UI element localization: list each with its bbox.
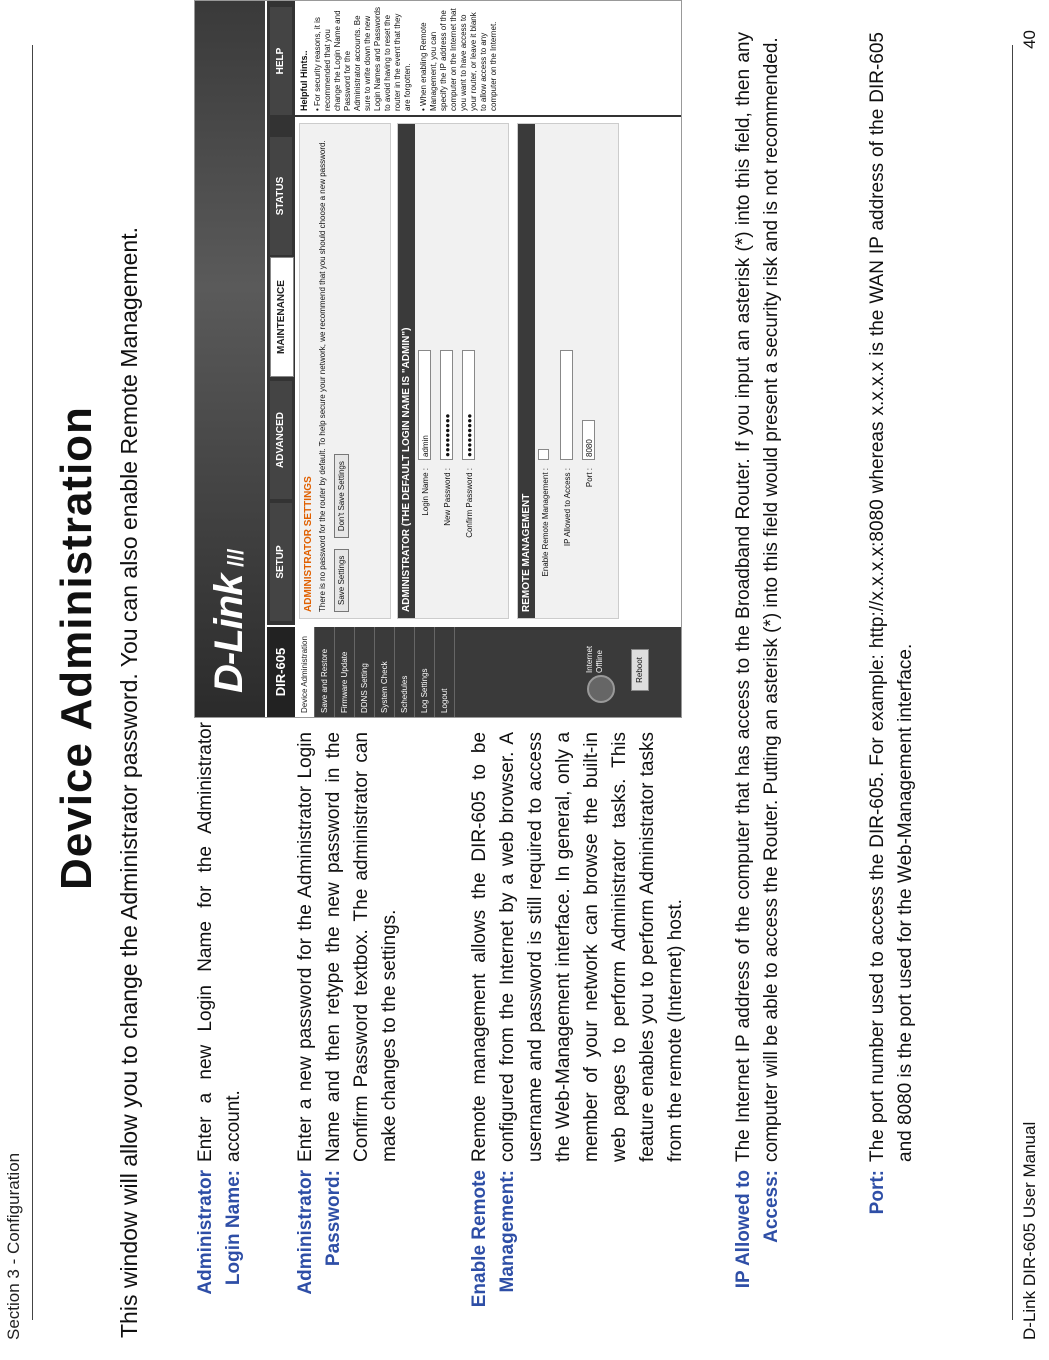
dlink-logo: D-Link (207, 574, 251, 693)
model-label: DIR-605 (267, 627, 295, 717)
internet-globe-icon (587, 675, 615, 703)
sidebar-item-device-administration[interactable]: Device Administration (295, 627, 315, 717)
label-line: Password: (323, 1170, 344, 1267)
definition-text: Enter a new Login Name for the Administrator account. (195, 722, 244, 1162)
administrator-title: ADMINISTRATOR (THE DEFAULT LOGIN NAME IS "ADMIN") (398, 124, 415, 618)
header-divider (32, 45, 33, 1320)
sidebar-item-logout[interactable]: Logout (435, 627, 455, 717)
sidebar-item-schedules[interactable]: Schedules (395, 627, 415, 717)
ip-allowed-label: IP Allowed to Access : (563, 468, 572, 547)
definition-text: Remote management allows the DIR-605 to be configured from the Internet by a web browser. A username and password is still required to access the Web-Management interface. In general, only a member of your network can browse the built-in web pages to perform Administrator tasks. This feature enables you to perform Administrator tasks from the remote (Internet) host. (469, 732, 686, 1162)
definition-label (192, 1170, 248, 1338)
login-name-row (415, 124, 437, 618)
tab-maintenance[interactable]: MAINTENANCE (270, 257, 294, 377)
definition-label (864, 1170, 892, 1338)
confirm-password-label: Confirm Password : (465, 468, 474, 538)
section-header: Section 3 - Configuration (4, 1152, 23, 1340)
dlink-banner (195, 1, 265, 717)
definition-label (292, 1170, 348, 1338)
port-input[interactable]: 8080 (582, 420, 595, 460)
label-line: Enable Remote (469, 1170, 490, 1308)
label-line: Administrator (195, 1170, 216, 1295)
confirm-password-input[interactable]: ●●●●●●●●● (462, 350, 475, 460)
sidebar-item-ddns[interactable]: DDNS Setting (355, 627, 375, 717)
tab-status[interactable]: STATUS (270, 137, 292, 255)
administrator-box (397, 123, 509, 619)
definition-text: The Internet IP address of the computer that has access to the Broadband Router. If you input an asterisk (*) into this field, then any computer will be able to access the Router. Putting an asterisk (*) into this field would present a security risk and is not recommended. (733, 32, 782, 1162)
reboot-button[interactable]: Reboot (631, 649, 649, 691)
main-content (297, 121, 681, 623)
help-text-1: • For security reasons, it is recommended that you change the Login Name and Password for the Administrator accounts. Be sure to write down the new Login Names and Passwords to avoid having to reset the router in the event that they are forgotten. (313, 6, 412, 111)
definition-label (730, 1170, 786, 1338)
page-number: 40 (1020, 30, 1039, 49)
remote-management-box (517, 123, 619, 619)
footer-manual: D-Link DIR-605 User Manual (1020, 1121, 1039, 1340)
router-screenshot (194, 0, 682, 718)
sidebar-item-firmware[interactable]: Firmware Update (335, 627, 355, 717)
enable-remote-checkbox[interactable] (538, 449, 549, 460)
internet-status: Internet Offline (585, 645, 604, 673)
ip-allowed-row (557, 124, 579, 618)
port-row (579, 124, 601, 618)
sidebar (295, 627, 681, 717)
new-password-row (437, 124, 459, 618)
help-title: Helpful Hints.. (299, 50, 309, 111)
login-name-label: Login Name : (421, 468, 430, 516)
definition-label (466, 1170, 522, 1338)
footer-divider (1012, 45, 1013, 1320)
admin-settings-box (299, 123, 391, 619)
label-line: IP Allowed to (733, 1170, 754, 1289)
definition-text: Enter a new password for the Administrator Login Name and then retype the new password in the Confirm Password textbox. The administrator can make changes to the settings. (295, 732, 400, 1162)
tab-setup[interactable]: SETUP (270, 503, 292, 621)
enable-remote-label: Enable Remote Management : (541, 468, 550, 577)
sidebar-item-save-restore[interactable]: Save and Restore (315, 627, 335, 717)
port-label: Port : (585, 468, 594, 488)
confirm-password-row (459, 124, 481, 618)
enable-remote-row (535, 124, 557, 618)
remote-management-title: REMOTE MANAGEMENT (518, 124, 535, 618)
definition-text: The port number used to access the DIR-605. For example: http://x.x.x.x:8080 whereas x.x.x.x is the WAN IP address of the DIR-605 and 8080 is the port used for the Web-Management interface. (867, 32, 916, 1162)
intro-text: This window will allow you to change the Administrator password. You can also enable Remote Management. (116, 226, 142, 1338)
save-settings-button[interactable]: Save Settings (334, 549, 349, 612)
sidebar-item-system-check[interactable]: System Check (375, 627, 395, 717)
label-line: Port: (867, 1170, 888, 1215)
page-title: Device Administration (52, 406, 101, 890)
help-text-2: • When enabling Remote Management, you can specify the IP address of the computer on the Internet that you want to have access to your router, or leave it blank to allow access to any computer on the Internet. (419, 8, 498, 111)
tab-advanced[interactable]: ADVANCED (270, 381, 292, 499)
label-line: Access: (761, 1170, 782, 1243)
sidebar-item-log-settings[interactable]: Log Settings (415, 627, 435, 717)
new-password-label: New Password : (443, 468, 452, 526)
admin-settings-text: There is no password for the router by default. To help secure your network, we recommend that you should choose a new password. (318, 140, 327, 612)
admin-settings-title: ADMINISTRATOR SETTINGS (303, 476, 314, 612)
label-line: Management: (497, 1170, 518, 1293)
ip-allowed-input[interactable] (560, 350, 573, 460)
new-password-input[interactable]: ●●●●●●●●● (440, 350, 453, 460)
help-column (295, 1, 681, 117)
top-tabs (267, 1, 295, 625)
login-name-input[interactable]: admin (418, 350, 431, 460)
dont-save-settings-button[interactable]: Don't Save Settings (334, 454, 349, 538)
label-line: Login Name: (223, 1170, 244, 1286)
logo-slashes-icon: /// (223, 548, 248, 567)
label-line: Administrator (295, 1170, 316, 1295)
tab-help[interactable]: HELP (270, 7, 292, 115)
